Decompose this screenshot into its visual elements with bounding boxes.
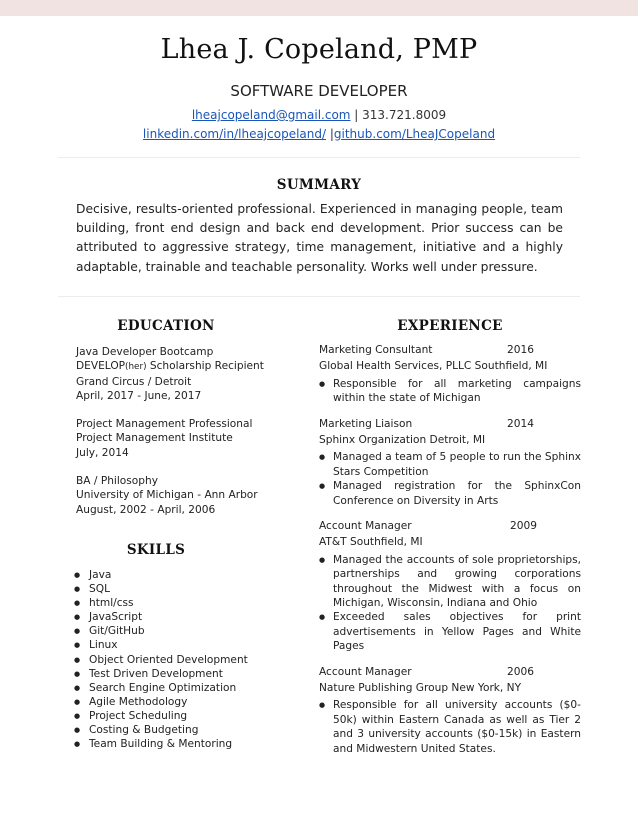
job-title: Marketing Liaison [319,417,413,430]
experience-entry [319,343,581,406]
experience-entry [319,519,581,654]
skill-item: ● Linux [74,638,304,652]
job-header [319,417,581,431]
job-bullet: ● Responsible for all marketing campaigns within the state of Michigan [319,377,581,406]
detail-small: (her) [125,362,147,373]
job-organization: Global Health Services, PLLC Southfield, MI [319,360,548,373]
summary-text: Decisive, results-oriented professional. Experienced in managing people, team building, front end design and back end development. Prior success can be attributed to aggressive strategy, time management, initiative and a highly adaptable, trainable and teachable personality. Works well under pressure. [76,202,563,274]
summary-heading: SUMMARY [276,177,362,193]
phone-number: 313.721.8009 [362,108,447,122]
job-bullet: ● Managed the accounts of sole proprietorships, partnerships and growing corporations throughout the Midwest with a focus on Michigan, Wisconsin, Indiana and Ohio [319,553,581,611]
education-entry [76,417,296,460]
job-bullet: ● Managed registration for the SphinxCon Conference on Diversity in Arts [319,479,581,508]
education-heading: EDUCATION [117,318,215,334]
job-bullet: ● Responsible for all university accounts ($0-50k) within Eastern Canada as well as Tier 2 and 3 university accounts ($0-15k) in Eastern and Midwestern United States. [319,698,581,756]
job-header [319,343,581,357]
job-bullets [319,553,581,654]
skill-item: ● Project Scheduling [74,709,304,723]
education-detail [76,359,296,374]
job-year: 2009 [510,520,537,533]
education-entry [76,345,296,403]
skill-item: ● Object Oriented Development [74,653,304,667]
job-year: 2014 [507,417,534,430]
contact-line-1 [0,108,638,122]
job-organization: AT&T Southfield, MI [319,536,423,549]
job-title: SOFTWARE DEVELOPER [230,82,408,100]
education-section [76,345,296,531]
skill-item: ● SQL [74,582,304,596]
email-link[interactable]: lheajcopeland@gmail.com [191,108,351,122]
divider [58,296,580,297]
skill-item: ● Java [74,568,304,582]
github-link[interactable]: github.com/LheaJCopeland [333,127,496,141]
job-bullet: ● Managed a team of 5 people to run the Sphinx Stars Competition [319,450,581,479]
candidate-name: Lhea J. Copeland, PMP [160,34,478,65]
education-dates: April, 2017 - June, 2017 [76,389,202,402]
job-title: Marketing Consultant [319,344,433,356]
job-year: 2016 [507,344,534,356]
job-bullet: ● Exceeded sales objectives for print advertisements in Yellow Pages and White Pages [319,610,581,653]
skill-item: ● html/css [74,596,304,610]
divider [58,157,580,158]
detail-rest: Scholarship Recipient [146,360,264,373]
contact-separator: | [326,127,334,141]
skill-item: ● Costing & Budgeting [74,723,304,737]
education-school: University of Michigan - Ann Arbor [76,489,258,502]
contact-line-2 [0,127,638,141]
experience-heading: EXPERIENCE [397,318,503,334]
skills-list [74,568,304,751]
skill-item: ● Search Engine Optimization [74,681,304,695]
skill-item: ● Agile Methodology [74,695,304,709]
job-bullets [319,450,581,508]
top-accent-bar [0,0,638,16]
skills-section [74,568,304,751]
skill-item: ● Git/GitHub [74,624,304,638]
skill-item: ● JavaScript [74,610,304,624]
job-year: 2006 [507,665,534,678]
job-header [319,519,581,533]
job-organization: Nature Publishing Group New York, NY [319,681,522,694]
contact-separator: | [350,108,363,122]
job-title: Account Manager [319,520,412,533]
education-entry [76,474,296,517]
experience-section [319,343,581,763]
education-program: BA / Philosophy [76,475,158,488]
job-title: Account Manager [319,665,412,678]
job-bullets [319,698,581,756]
job-organization: Sphinx Organization Detroit, MI [319,433,486,446]
education-dates: July, 2014 [76,446,129,459]
job-header [319,665,581,679]
education-program: Project Management Professional [76,418,253,431]
linkedin-link[interactable]: linkedin.com/in/lheajcopeland/ [142,127,327,141]
skills-heading: SKILLS [126,542,186,558]
experience-entry [319,665,581,756]
education-school: Project Management Institute [76,432,233,445]
detail-main: DEVELOP [76,360,126,373]
education-school: Grand Circus / Detroit [76,375,192,388]
skill-item: ● Test Driven Development [74,667,304,681]
education-dates: August, 2002 - April, 2006 [76,503,216,516]
education-program: Java Developer Bootcamp [76,346,214,358]
experience-entry [319,417,581,508]
job-bullets [319,377,581,406]
skill-item: ● Team Building & Mentoring [74,737,304,751]
